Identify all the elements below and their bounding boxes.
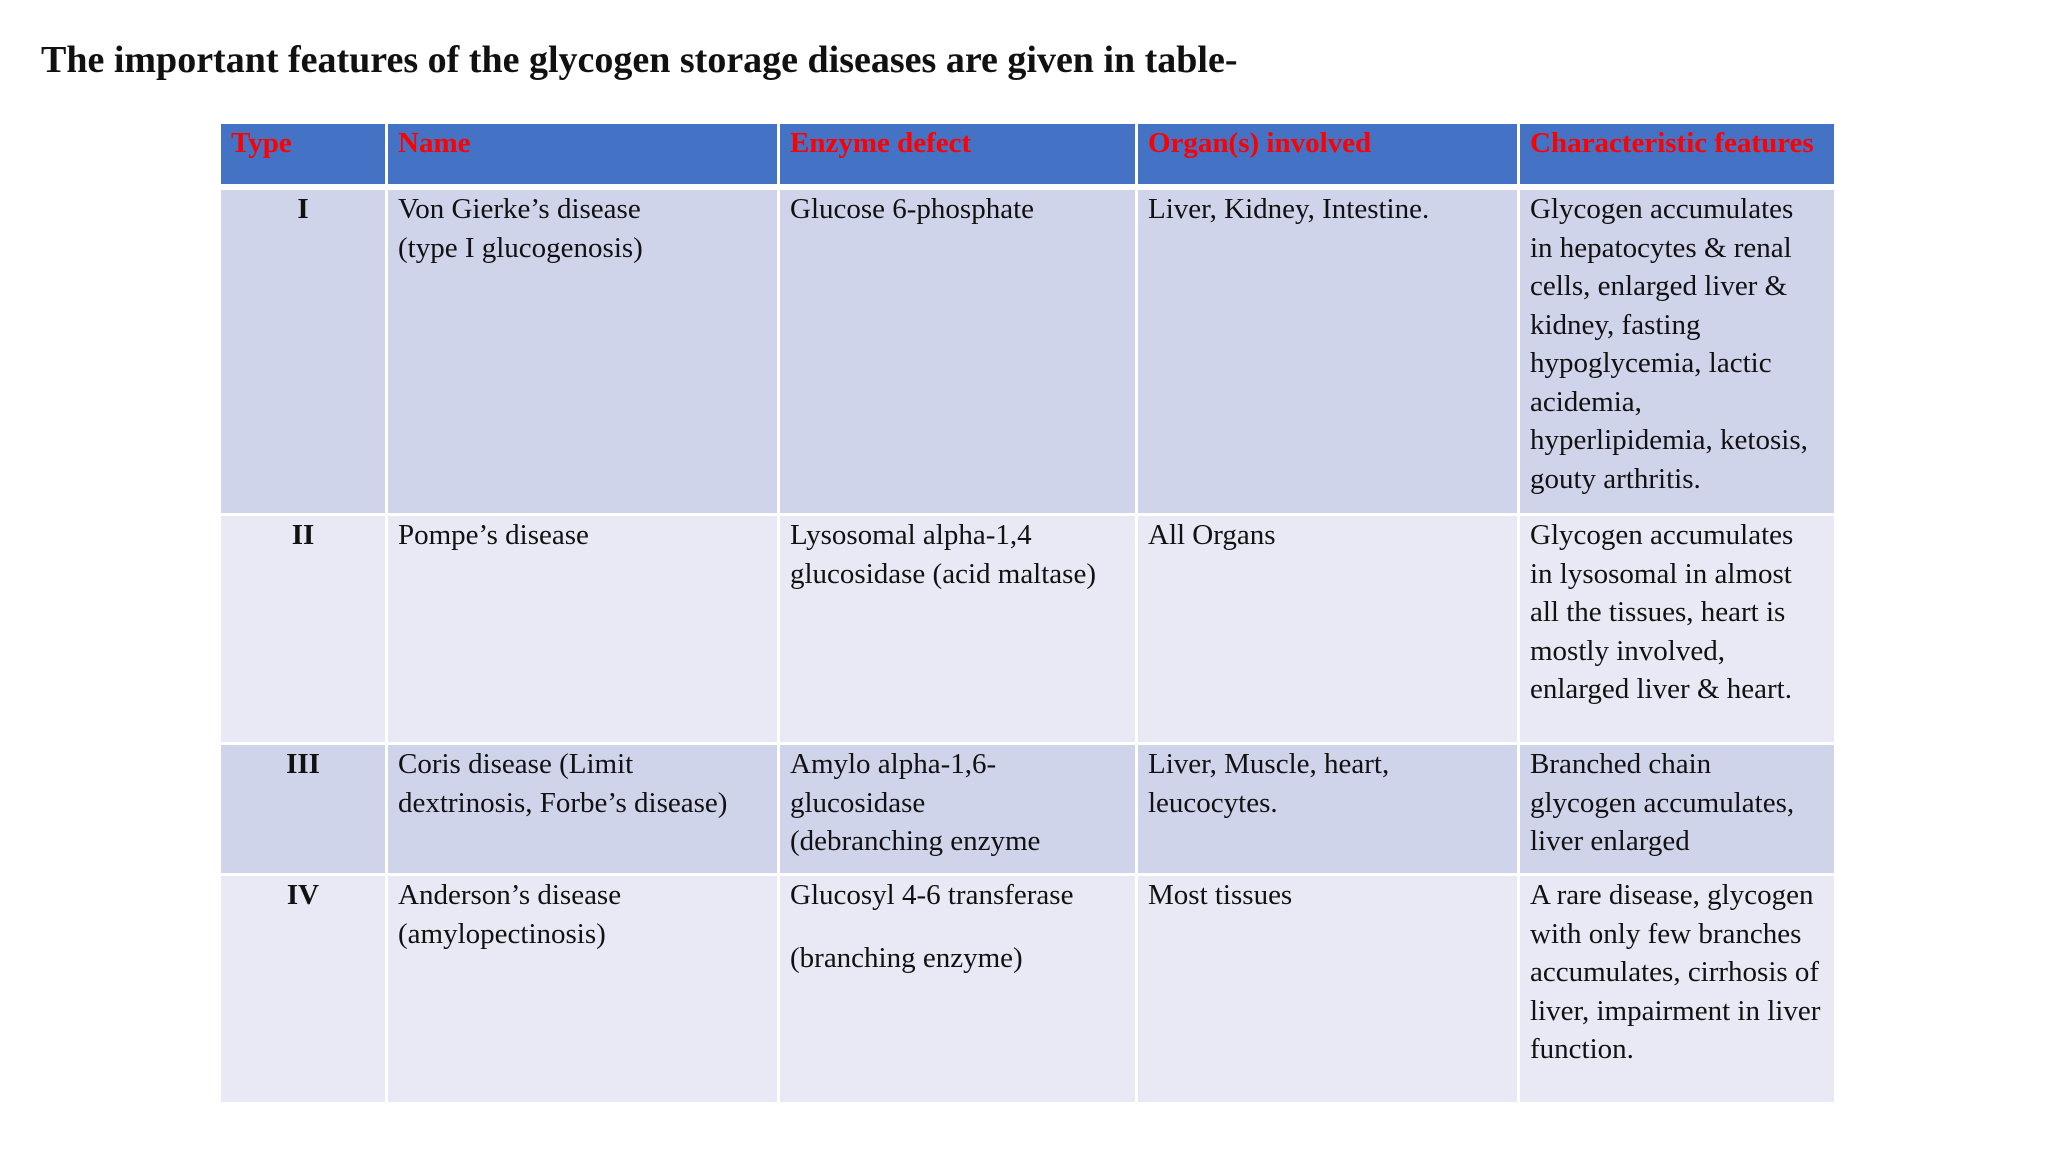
header-enzyme-defect: Enzyme defect — [779, 123, 1137, 188]
cell-line: (debranching enzyme — [790, 825, 1041, 857]
cell-line: All Organs — [1148, 519, 1276, 551]
type-cell: IV — [220, 875, 387, 1104]
cell-line: Glucosyl 4-6 transferase — [790, 879, 1074, 911]
enzyme-cell — [779, 744, 1137, 875]
cell-line: liver, impairment in liver — [1530, 994, 1821, 1027]
cell-line: in hepatocytes & renal — [1530, 231, 1792, 264]
cell-line: Anderson’s disease — [398, 879, 622, 911]
cell-line: gouty arthritis. — [1530, 462, 1701, 495]
cell-line: Von Gierke’s disease — [398, 193, 641, 225]
table-row — [220, 875, 1836, 1104]
cell-line: Pompe’s disease — [398, 519, 589, 551]
table-row — [220, 187, 1836, 515]
enzyme-cell — [779, 187, 1137, 515]
organs-cell — [1137, 515, 1519, 744]
cell-line: Glycogen accumulates — [1530, 193, 1794, 225]
features-cell — [1519, 875, 1836, 1104]
cell-line: mostly involved, — [1530, 634, 1725, 667]
name-cell — [387, 875, 779, 1104]
cell-line: in lysosomal in almost — [1530, 557, 1792, 590]
features-cell — [1519, 187, 1836, 515]
cell-line: (type I glucogenosis) — [398, 231, 643, 264]
cell-line: leucocytes. — [1148, 786, 1278, 819]
table-row — [220, 744, 1836, 875]
cell-line: A rare disease, glycogen — [1530, 879, 1814, 911]
table-row — [220, 515, 1836, 744]
organs-cell — [1137, 744, 1519, 875]
cell-line: Most tissues — [1148, 879, 1293, 911]
organs-cell — [1137, 875, 1519, 1104]
header-type: Type — [220, 123, 387, 188]
cell-line: glucosidase (acid maltase) — [790, 557, 1096, 590]
cell-line: (branching enzyme) — [790, 941, 1023, 974]
slide-title: The important features of the glycogen storage diseases are given in table- — [41, 39, 1238, 81]
cell-line: liver enlarged — [1530, 825, 1690, 857]
glycogen-storage-table — [218, 121, 1837, 1105]
name-cell — [387, 744, 779, 875]
cell-line: hyperlipidemia, ketosis, — [1530, 424, 1808, 456]
features-cell — [1519, 515, 1836, 744]
cell-line: glucosidase — [790, 786, 926, 819]
cell-line: kidney, fasting — [1530, 308, 1701, 341]
features-cell — [1519, 744, 1836, 875]
cell-line: enlarged liver & heart. — [1530, 673, 1792, 705]
organs-cell — [1137, 187, 1519, 515]
cell-line: Liver, Muscle, heart, — [1148, 748, 1390, 780]
cell-line: Coris disease (Limit — [398, 748, 634, 780]
cell-line: function. — [1530, 1033, 1634, 1065]
cell-line: Glucose 6-phosphate — [790, 193, 1035, 225]
header-characteristic-features: Characteristic features — [1519, 123, 1836, 188]
header-organs-involved: Organ(s) involved — [1137, 123, 1519, 188]
cell-line: (amylopectinosis) — [398, 917, 606, 950]
cell-line: accumulates, cirrhosis of — [1530, 956, 1820, 988]
cell-line: Amylo alpha-1,6- — [790, 748, 997, 780]
cell-line: Liver, Kidney, Intestine. — [1148, 193, 1430, 225]
cell-line: with only few branches — [1530, 917, 1802, 950]
header-name: Name — [387, 123, 779, 188]
cell-line: acidemia, — [1530, 385, 1642, 418]
table-header-row — [220, 123, 1836, 188]
type-cell: III — [220, 744, 387, 875]
cell-line: all the tissues, heart is — [1530, 596, 1786, 628]
cell-line: glycogen accumulates, — [1530, 786, 1795, 819]
cell-line: dextrinosis, Forbe’s disease) — [398, 786, 728, 819]
cell-line: Glycogen accumulates — [1530, 519, 1794, 551]
type-cell: II — [220, 515, 387, 744]
cell-line: Branched chain — [1530, 748, 1712, 780]
cell-line: cells, enlarged liver & — [1530, 270, 1788, 302]
name-cell — [387, 187, 779, 515]
enzyme-cell — [779, 515, 1137, 744]
name-cell — [387, 515, 779, 744]
enzyme-cell — [779, 875, 1137, 1104]
cell-line: Lysosomal alpha-1,4 — [790, 519, 1032, 551]
type-cell: I — [220, 187, 387, 515]
cell-line: hypoglycemia, lactic — [1530, 347, 1772, 379]
